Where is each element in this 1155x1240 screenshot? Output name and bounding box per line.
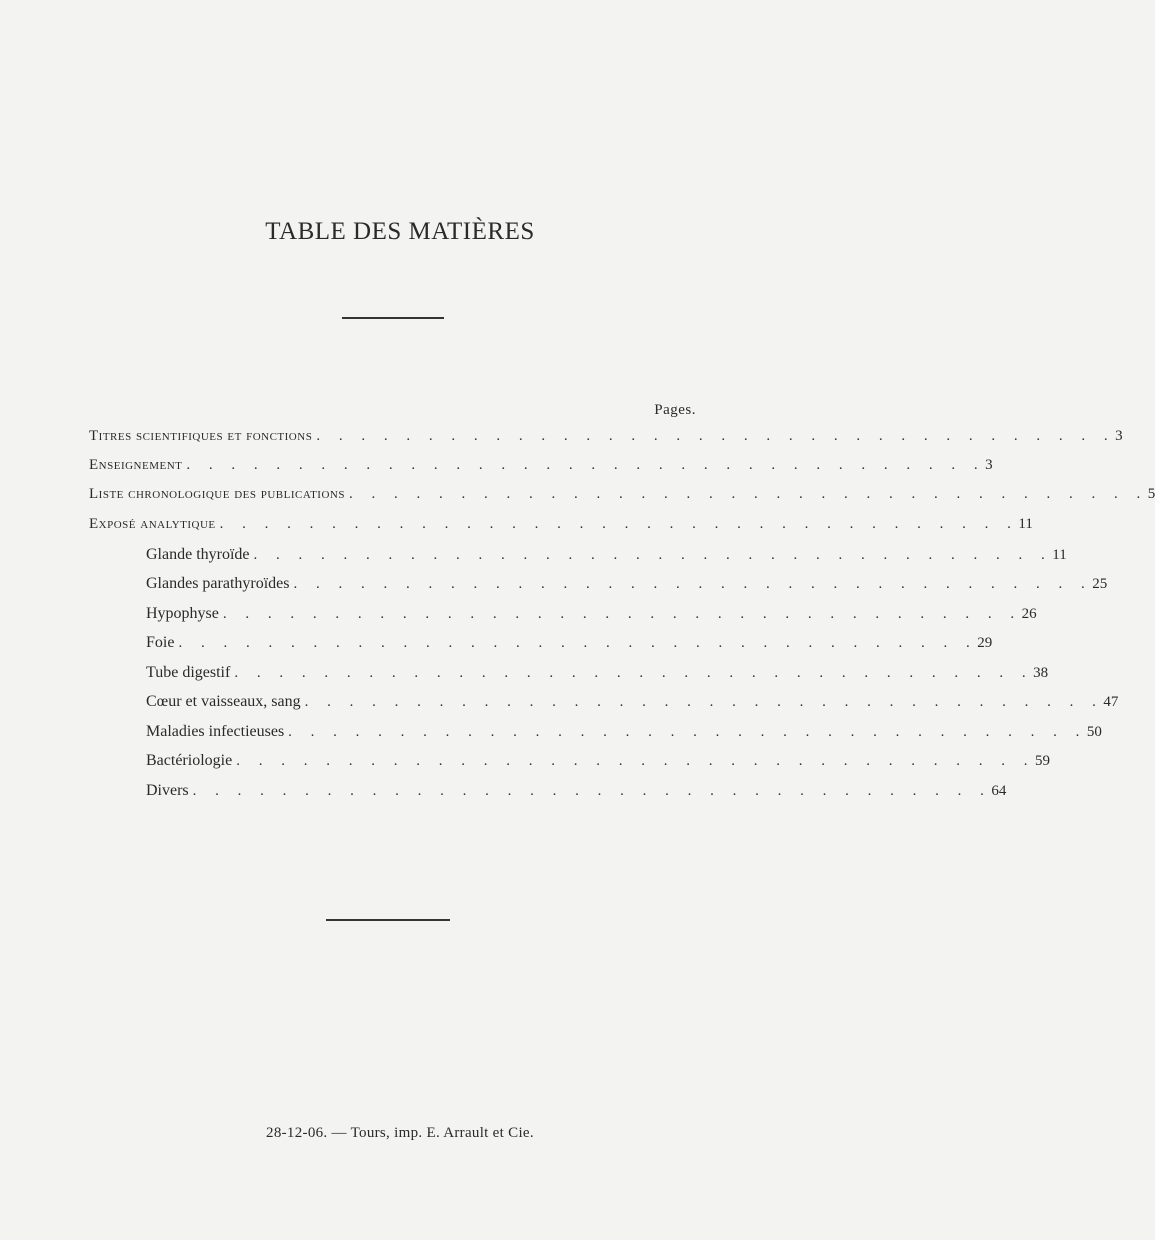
dot-leader: . . . . . . . . . . . . . . . . . . . . . . . . . . . . . . . . . . . .	[253, 547, 1053, 563]
toc-entry	[0, 457, 993, 483]
printer-imprint: 28-12-06. — Tours, imp. E. Arrault et Cie.	[266, 1125, 534, 1141]
pages-column-header: Pages.	[654, 402, 696, 418]
toc-entry-label: Glandes parathyroïdes	[146, 575, 290, 592]
toc-entry-label: Cœur et vaisseaux, sang	[146, 693, 301, 710]
toc-subentry	[0, 575, 1108, 601]
toc-subentry	[0, 752, 1050, 778]
toc-entry-page: 50	[1086, 724, 1102, 740]
toc-entry-page: 3	[1115, 428, 1123, 444]
toc-entry-page: 5	[1147, 486, 1155, 502]
toc-subentry	[0, 782, 1007, 808]
toc-entry-label: Liste chronologique des publications	[89, 486, 345, 502]
toc-subentry	[0, 693, 1119, 719]
toc-entry-page: 11	[1052, 547, 1067, 563]
toc-entry-label: Bactériologie	[146, 752, 233, 769]
dot-leader: . . . . . . . . . . . . . . . . . . . . . . . . . . . . . . . . . . . .	[236, 753, 1035, 769]
toc-entry-page: 26	[1021, 606, 1037, 622]
toc-subentry	[0, 634, 993, 660]
dot-leader: . . . . . . . . . . . . . . . . . . . . . . . . . . . . . . . . . . . .	[178, 635, 978, 651]
toc-entry	[0, 428, 1123, 454]
toc-entry	[0, 486, 1155, 512]
toc-entry-page: 3	[985, 457, 993, 473]
toc-entry-page: 59	[1034, 753, 1050, 769]
toc-entry-page: 47	[1103, 694, 1119, 710]
toc-entry-label: Hypophyse	[146, 605, 219, 622]
toc-subentry	[0, 664, 1049, 690]
dot-leader: . . . . . . . . . . . . . . . . . . . . . . . . . . . . . . . . . . . .	[288, 724, 1087, 740]
toc-entry-label: Exposé analytique	[89, 516, 216, 532]
dot-leader: . . . . . . . . . . . . . . . . . . . . . . . . . . . . . . . . . . . .	[192, 783, 992, 799]
dot-leader: . . . . . . . . . . . . . . . . . . . . . . . . . . . . . . . . . . . .	[186, 457, 986, 473]
toc-entry-page: 29	[977, 635, 993, 651]
title-divider	[342, 317, 444, 319]
dot-leader: . . . . . . . . . . . . . . . . . . . . . . . . . . . . . . . . . . . .	[348, 486, 1148, 502]
dot-leader: . . . . . . . . . . . . . . . . . . . . . . . . . . . . . . . . . . . .	[293, 576, 1093, 592]
dot-leader: . . . . . . . . . . . . . . . . . . . . . . . . . . . . . . . . . . . .	[234, 665, 1034, 681]
toc-entry-page: 38	[1033, 665, 1049, 681]
dot-leader: . . . . . . . . . . . . . . . . . . . . . . . . . . . . . . . . . . . .	[304, 694, 1104, 710]
toc-subentry	[0, 546, 1067, 572]
footer-divider	[326, 919, 450, 921]
toc-entry-label: Titres scientifiques et fonctions	[89, 428, 313, 444]
page-title: TABLE DES MATIÈRES	[265, 218, 535, 245]
dot-leader: . . . . . . . . . . . . . . . . . . . . . . . . . . . . . . . . . . . .	[222, 606, 1022, 622]
toc-entry-page: 64	[991, 783, 1007, 799]
toc-entry-label: Tube digestif	[146, 664, 231, 681]
dot-leader: . . . . . . . . . . . . . . . . . . . . . . . . . . . . . . . . . . . .	[219, 516, 1019, 532]
toc-entry-label: Glande thyroïde	[146, 546, 250, 563]
toc-entry-label: Enseignement	[89, 457, 183, 473]
toc-entry-page: 25	[1092, 576, 1108, 592]
toc-entry-label: Divers	[146, 782, 189, 799]
toc-entry-page: 11	[1018, 516, 1033, 532]
toc-subentry	[0, 723, 1102, 749]
dot-leader: . . . . . . . . . . . . . . . . . . . . . . . . . . . . . . . . . . . .	[316, 428, 1116, 444]
toc-entry	[0, 516, 1033, 542]
toc-entry-label: Foie	[146, 634, 175, 651]
toc-entry-label: Maladies infectieuses	[146, 723, 285, 740]
toc-subentry	[0, 605, 1037, 631]
